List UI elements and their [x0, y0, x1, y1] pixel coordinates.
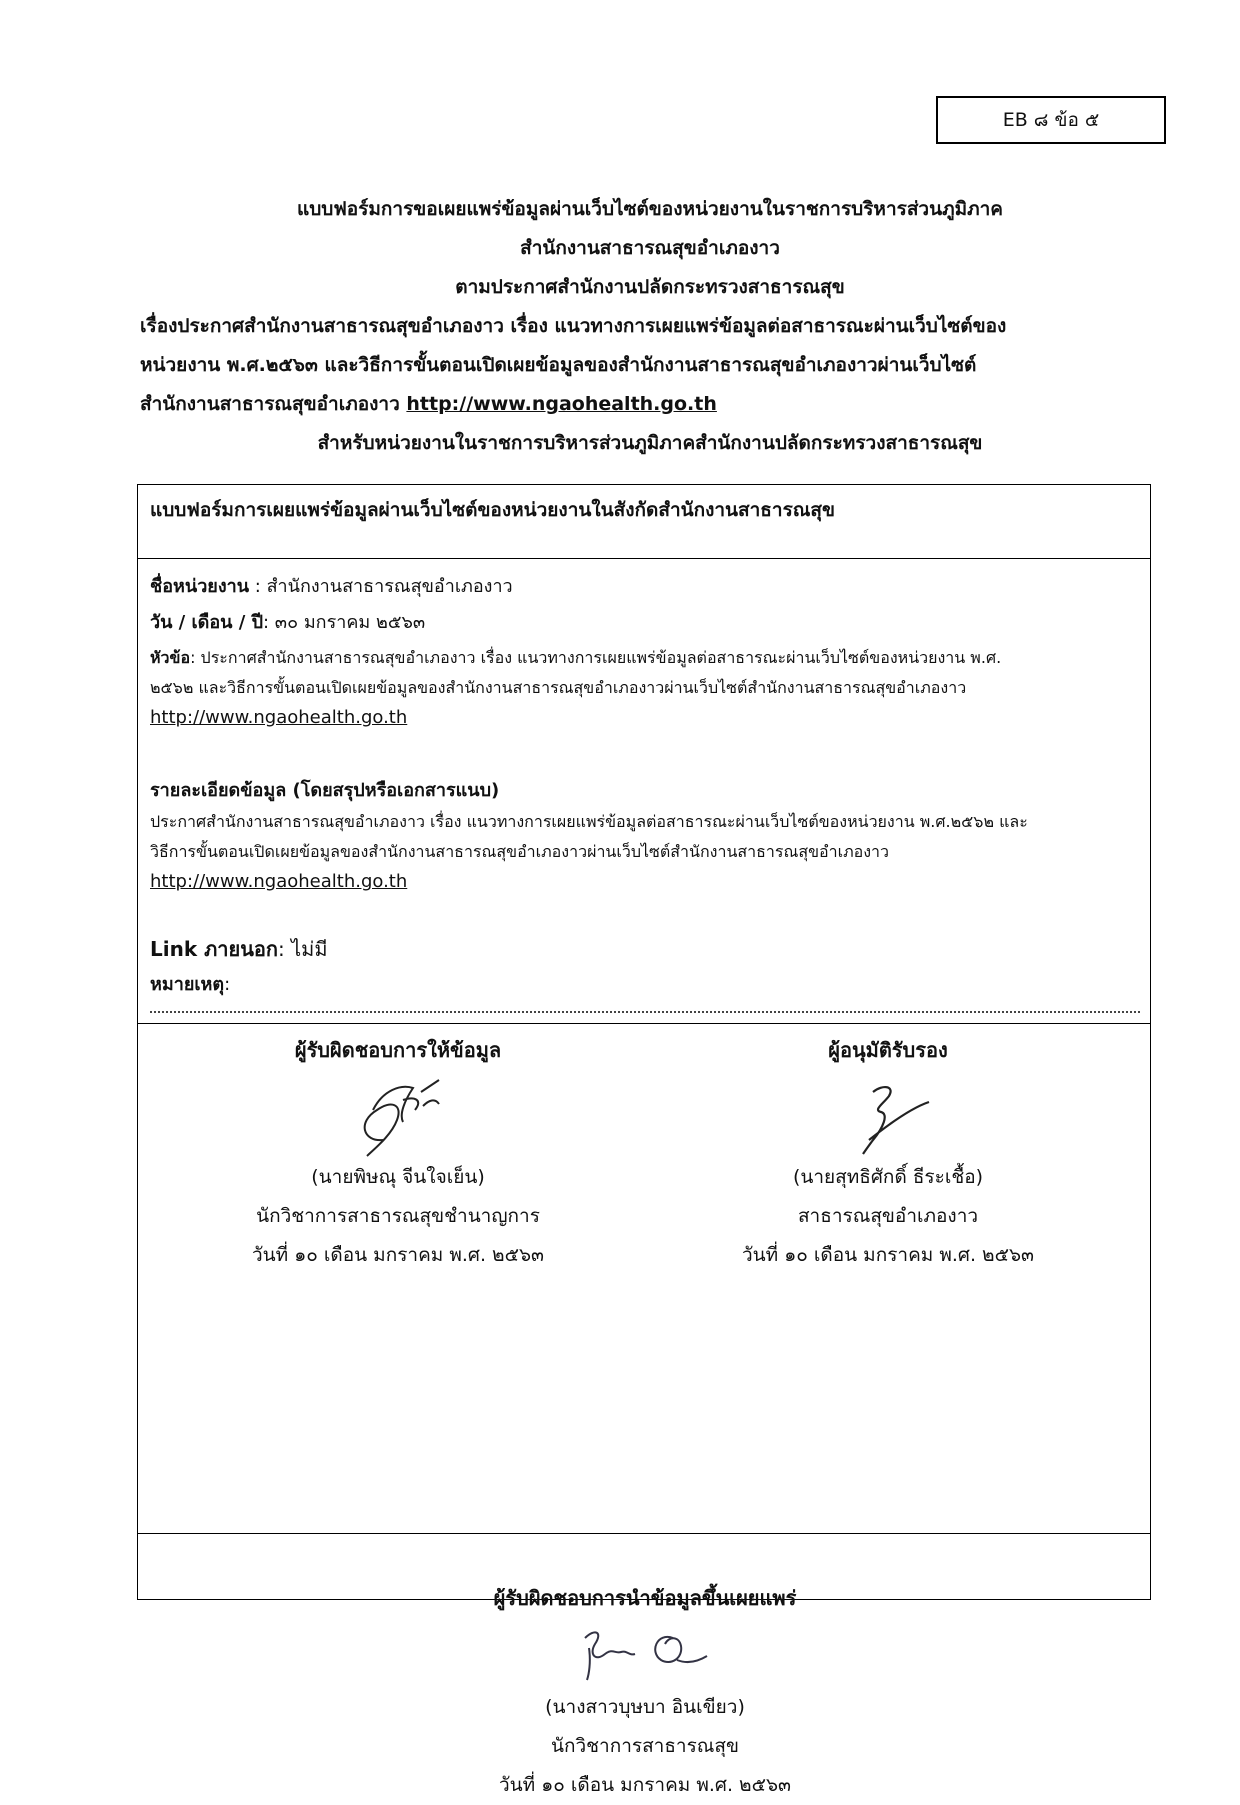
approver-signature-block: [668, 1031, 1108, 1275]
approver-signature-image: [833, 1070, 943, 1158]
approver-name: (นายสุทธิศักดิ์ ธีระเชื้อ): [792, 1166, 984, 1188]
provider-name: (นายพิษณุ จีนใจเย็น): [311, 1166, 485, 1188]
remark-value: :: [224, 974, 231, 995]
approver-position: สาธารณสุขอำเภองาว: [797, 1205, 979, 1227]
topic-line-2: ๒๕๖๒ และวิธีการขั้นตอนเปิดเผยข้อมูลของสำนักงานสาธารณสุขอำเภองาวผ่านเว็บไซต์สำนักงานสาธารณสุขอำเภองาว: [150, 678, 967, 697]
header-line-6: [140, 385, 1160, 424]
provider-signature-block: [178, 1031, 618, 1275]
publisher-signature-image: [565, 1618, 725, 1688]
remark-label: หมายเหตุ: [150, 974, 225, 995]
signature-divider: [138, 1023, 1150, 1024]
provider-date: วันที่ ๑๐ เดือน มกราคม พ.ศ. ๒๕๖๓: [251, 1244, 545, 1266]
form-title-section: [138, 485, 1150, 559]
header-line-1: แบบฟอร์มการขอเผยแพร่ข้อมูลผ่านเว็บไซต์ของหน่วยงานในราชการบริหารส่วนภูมิภาค: [296, 198, 1004, 220]
provider-signature-image: [343, 1070, 453, 1158]
approver-role: ผู้อนุมัติรับรอง: [828, 1038, 948, 1062]
date-value: : ๓๐ มกราคม ๒๕๖๓: [263, 612, 426, 633]
date-label: วัน / เดือน / ปี: [150, 612, 264, 633]
publisher-signature-block: [425, 1579, 865, 1805]
provider-position: นักวิชาการสาธารณสุขชำนาญการ: [256, 1205, 540, 1227]
publisher-divider: [138, 1533, 1150, 1534]
provider-role: ผู้รับผิดชอบการให้ข้อมูล: [294, 1038, 502, 1062]
publisher-name: (นางสาวบุษบา อินเขียว): [545, 1696, 745, 1718]
detail-line-1: ประกาศสำนักงานสาธารณสุขอำเภองาว เรื่อง แนวทางการเผยแพร่ข้อมูลต่อสาธารณะผ่านเว็บไซต์ของหน่วยงาน พ.ศ.๒๕๖๒ และ: [150, 812, 1028, 831]
publisher-position: นักวิชาการสาธารณสุข: [550, 1735, 740, 1757]
detail-link[interactable]: http://www.ngaohealth.go.th: [150, 871, 408, 892]
topic-field: [150, 643, 1140, 733]
remark-field: [150, 969, 230, 998]
publisher-date: วันที่ ๑๐ เดือน มกราคม พ.ศ. ๒๕๖๓: [498, 1774, 792, 1796]
agency-value: : สำนักงานสาธารณสุขอำเภองาว: [249, 576, 513, 597]
external-link-label: Link ภายนอก: [150, 937, 279, 961]
approver-date: วันที่ ๑๐ เดือน มกราคม พ.ศ. ๒๕๖๓: [741, 1244, 1035, 1266]
document-code-box: [936, 96, 1166, 144]
header-website-link[interactable]: http://www.ngaohealth.go.th: [406, 393, 717, 415]
header-line-3: ตามประกาศสำนักงานปลัดกระทรวงสาธารณสุข: [455, 276, 845, 298]
form-details-section: [138, 559, 1150, 1533]
document-code: EB ๘ ข้อ ๕: [1002, 109, 1100, 131]
remark-dotted-line: [150, 1011, 1140, 1013]
publication-form: [137, 484, 1151, 1796]
external-link-field: [150, 933, 328, 965]
document-header: [140, 190, 1160, 463]
detail-field: [150, 807, 1140, 897]
header-line-5: หน่วยงาน พ.ศ.๒๕๖๓ และวิธีการขั้นตอนเปิดเผยข้อมูลของสำนักงานสาธารณสุขอำเภองาวผ่านเว็บไซต์: [140, 354, 977, 376]
topic-line-1: : ประกาศสำนักงานสาธารณสุขอำเภองาว เรื่อง แนวทางการเผยแพร่ข้อมูลต่อสาธารณะผ่านเว็บไซต์ของหน่วยงาน พ.ศ.: [190, 648, 1002, 667]
header-line-2: สำนักงานสาธารณสุขอำเภองาว: [520, 237, 780, 259]
header-line-6-text: สำนักงานสาธารณสุขอำเภองาว: [140, 393, 407, 415]
agency-label: ชื่อหน่วยงาน: [150, 576, 250, 597]
form-title: แบบฟอร์มการเผยแพร่ข้อมูลผ่านเว็บไซต์ของหน่วยงานในสังกัดสำนักงานสาธารณสุข: [150, 499, 835, 521]
date-field: [150, 607, 425, 636]
agency-field: [150, 571, 513, 600]
detail-label-field: [150, 775, 499, 804]
publisher-role: ผู้รับผิดชอบการนำข้อมูลขึ้นเผยแพร่: [493, 1586, 797, 1610]
detail-line-2: วิธีการขั้นตอนเปิดเผยข้อมูลของสำนักงานสาธารณสุขอำเภองาวผ่านเว็บไซต์สำนักงานสาธารณสุขอำเภองาว: [150, 842, 890, 861]
topic-label: หัวข้อ: [150, 648, 191, 667]
external-link-value: : ไม่มี: [278, 937, 328, 961]
header-line-4: เรื่องประกาศสำนักงานสาธารณสุขอำเภองาว เรื่อง แนวทางการเผยแพร่ข้อมูลต่อสาธารณะผ่านเว็บไซต์ของ: [140, 315, 1007, 337]
topic-link[interactable]: http://www.ngaohealth.go.th: [150, 707, 408, 728]
detail-label: รายละเอียดข้อมูล (โดยสรุปหรือเอกสารแนบ): [150, 780, 500, 801]
header-line-7: สำหรับหน่วยงานในราชการบริหารส่วนภูมิภาคสำนักงานปลัดกระทรวงสาธารณสุข: [317, 432, 983, 454]
